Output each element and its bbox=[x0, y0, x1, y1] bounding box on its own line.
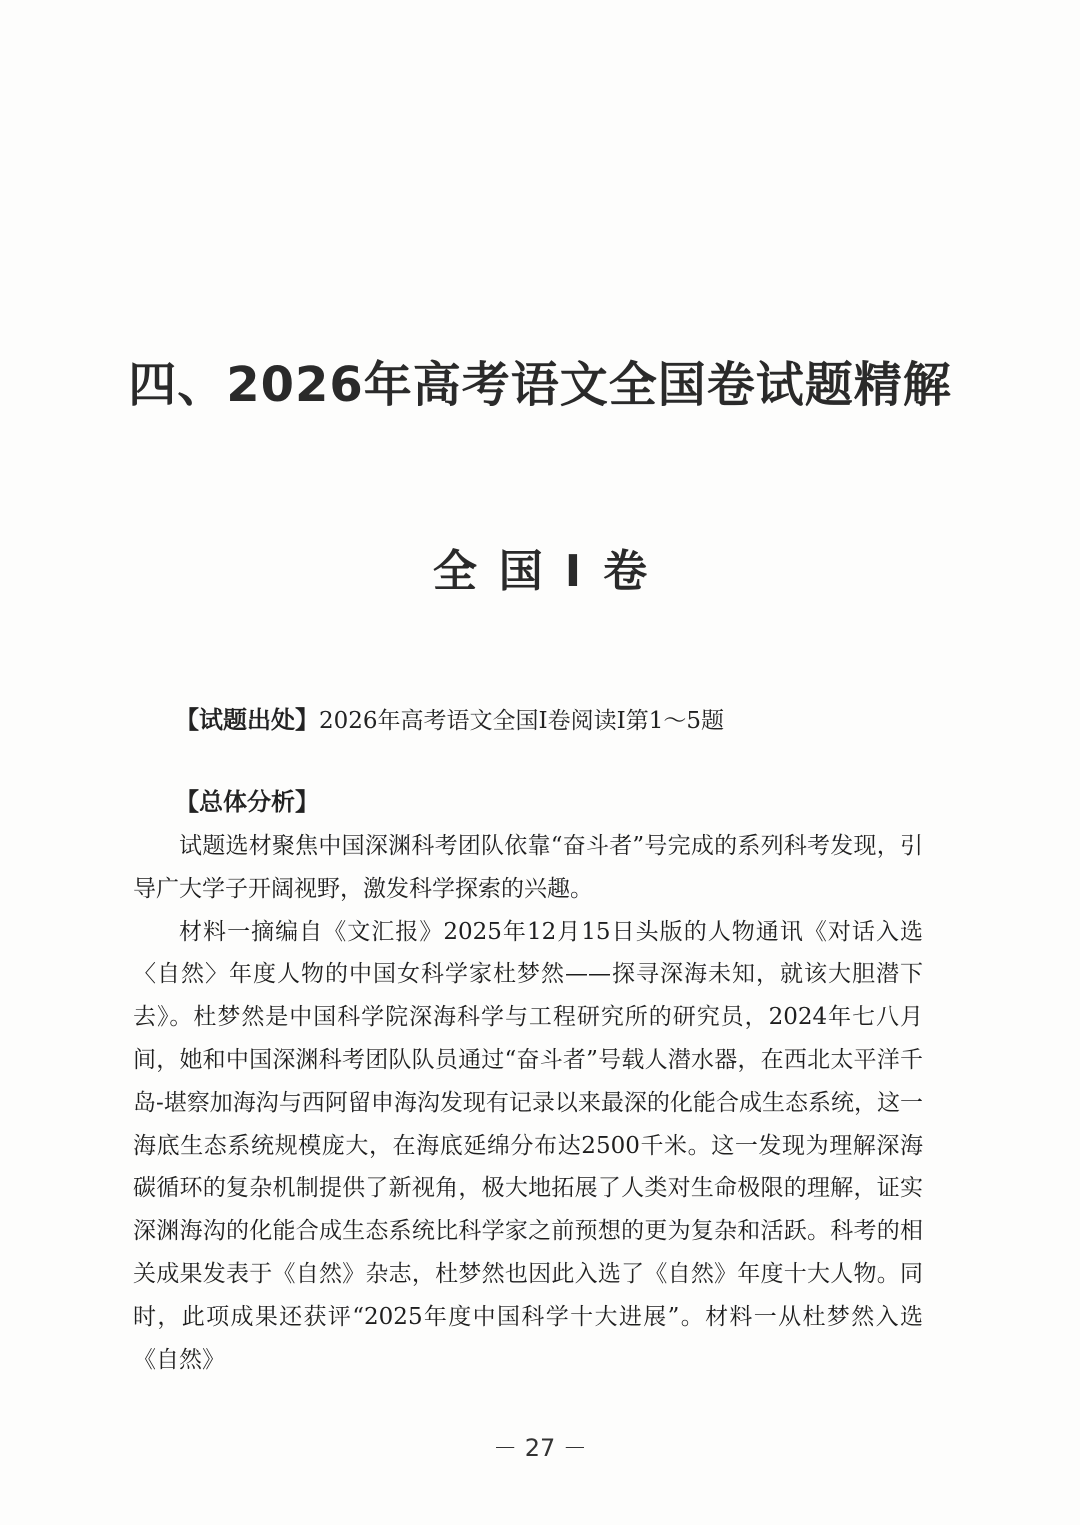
analysis-paragraph: 试题选材聚焦中国深渊科考团队依靠“奋斗者”号完成的系列科考发现，引导广大学子开阔视野，激发科学探索的兴趣。 bbox=[133, 833, 923, 902]
analysis-label: 【总体分析】 bbox=[175, 788, 319, 816]
chapter-title: 四、2026年高考语文全国卷试题精解 bbox=[128, 357, 952, 413]
analysis-heading bbox=[175, 782, 935, 825]
analysis-paragraph: 材料一摘编自《文汇报》2025年12月15日头版的人物通讯《对话入选〈自然〉年度人物的中国女科学家杜梦然——探寻深海未知，就该大胆潜下去》。杜梦然是中国科学院深海科学与工程研究所的研究员，2024年七八月间，她和中国深渊科考团队队员通过“奋斗者”号载人潜水器，在西北太平洋千岛-堪察加海沟与西阿留申海沟发现有记录以来最深的化能合成生态系统，这一海底生态系统规模庞大，在海底延绵分布达2500千米。这一发现为理解深海碳循环的复杂机制提供了新视角，极大地拓展了人类对生命极限的理解，证实深渊海沟的化能合成生态系统比科学家之前预想的更为复杂和活跃。科考的相关成果发表于《自然》杂志，杜梦然也因此入选了《自然》年度十大人物。同时，此项成果还获评“2025年度中国科学十大进展”。材料一从杜梦然入选《自然》 bbox=[133, 918, 923, 1373]
question-source bbox=[175, 700, 935, 741]
analysis-body bbox=[133, 825, 923, 1381]
page-number: － 27 － bbox=[493, 1434, 587, 1462]
section-title: 全国Ⅰ卷 bbox=[432, 546, 670, 597]
question-source-label: 【试题出处】 bbox=[175, 706, 319, 734]
question-source-text: 2026年高考语文全国Ⅰ卷阅读Ⅰ第1～5题 bbox=[319, 708, 724, 734]
